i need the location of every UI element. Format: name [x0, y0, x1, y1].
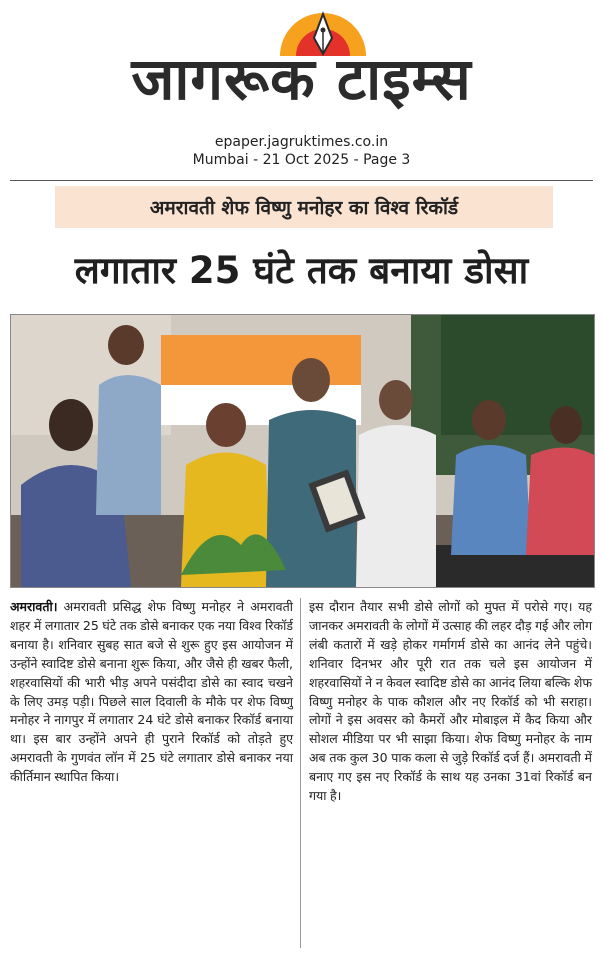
- article-dateline: अमरावती।: [10, 599, 58, 614]
- header-divider: [10, 180, 593, 181]
- article-body-left-text: अमरावती प्रसिद्ध शेफ विष्णु मनोहर ने अमरावती शहर में लगातार 25 घंटे तक डोसे बनाकर एक नया विश्व रिकॉर्ड बनाया है। शनिवार सुबह सात बजे से शुरू हुए इस आयोजन में उन्होंने स्वादिष्ट डोसे बनाना शुरू किया, और जैसे ही खबर फैली, शहरवासियों की भारी भीड़ अपने पसंदीदा डोसे का स्वाद चखने के लिए उमड़ पड़ी। पिछले साल दिवाली के मौके पर शेफ विष्णु मनोहर ने नागपुर में लगातार 24 घंटे डोसे बनाकर रिकॉर्ड बनाया था। इस बार उन्होंने अपने ही पुराने रिकॉर्ड को तोड़ते हुए अमरावती के गुणवंत लॉन में 25 घंटे लगातार डोसे बनाकर नया कीर्तिमान स्थापित किया।: [10, 599, 293, 785]
- article-headline: लगातार 25 घंटे तक बनाया डोसा: [74, 249, 529, 292]
- edition-date-page: Mumbai - 21 Oct 2025 - Page 3: [192, 152, 411, 168]
- epaper-url: epaper.jagruktimes.co.in: [214, 134, 389, 150]
- article-photo: [10, 314, 595, 588]
- newspaper-logo-text: जागरूक टाइम्स: [131, 45, 472, 113]
- kicker-text: अमरावती शेफ विष्णु मनोहर का विश्व रिकॉर्ड: [149, 197, 459, 219]
- article-body-right-column: [309, 598, 592, 950]
- column-divider: [300, 598, 301, 948]
- article-kicker: [55, 186, 553, 228]
- article-body-left-paragraph: [10, 598, 293, 787]
- article-body-left-column: [10, 598, 293, 950]
- article-body-right-text: इस दौरान तैयार सभी डोसे लोगों को मुफ्त में परोसे गए। यह जानकर अमरावती के लोगों में उत्साह की लहर दौड़ गई और लोग लंबी कतारों में खड़े होकर गर्मागर्म डोसे का आनंद लेने पहुंचे। शनिवार दिनभर और पूरी रात तक चले इस आयोजन में शहरवासियों ने न केवल स्वादिष्ट डोसे का आनंद लिया बल्कि शेफ विष्णु मनोहर के पाक कौशल और नए रिकॉर्ड को भी सराहा। लोगों ने इस अवसर को कैमरों और मोबाइल में कैद किया और सोशल मीडिया पर भी साझा किया। शेफ विष्णु मनोहर के नाम अब तक कुल 30 पाक कला से जुड़े रिकॉर्ड दर्ज हैं। अमरावती में बनाए गए इस नए रिकॉर्ड के साथ यह उनका 31वां रिकॉर्ड बन गया है।: [309, 599, 592, 804]
- masthead: [0, 0, 603, 180]
